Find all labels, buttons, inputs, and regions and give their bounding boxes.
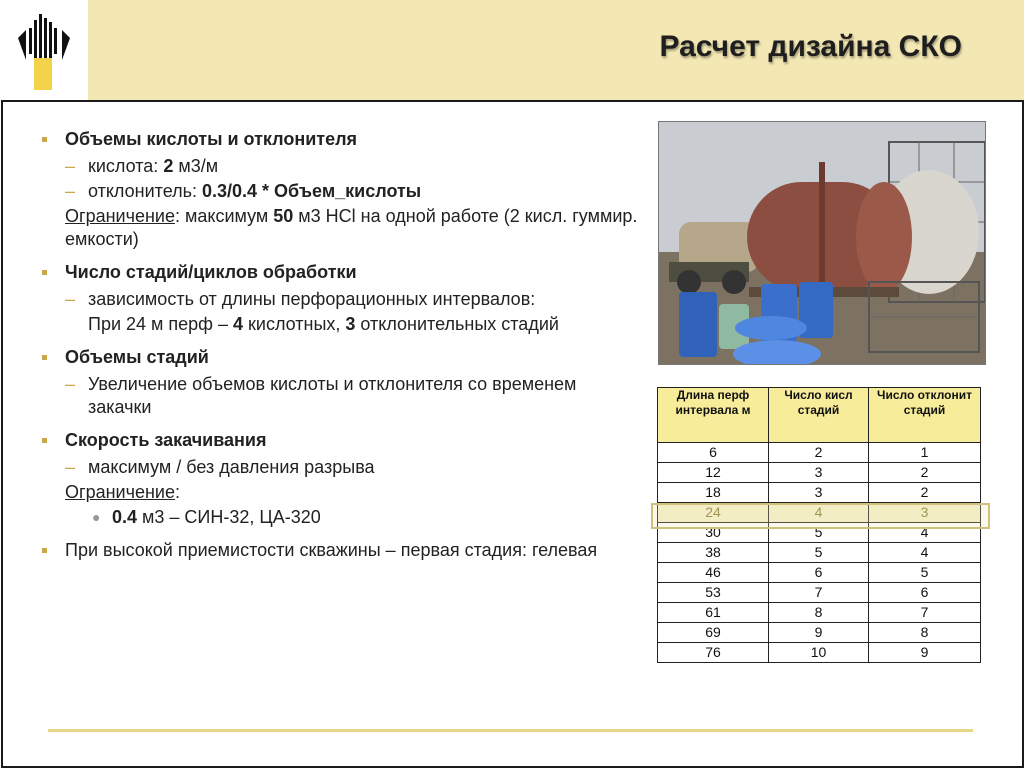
table-row <box>658 583 981 603</box>
table-cell: 2 <box>769 443 869 463</box>
table-cell: 24 <box>658 503 769 523</box>
table-cell: 18 <box>658 483 769 503</box>
bullet-square-icon <box>42 355 47 360</box>
section-acid-volumes <box>40 128 640 251</box>
dash-icon: – <box>65 457 76 477</box>
table-row <box>658 623 981 643</box>
column-header-acid-stages: Число кисл стадий <box>769 388 869 443</box>
dash-icon: – <box>65 374 76 394</box>
bullet-heading: Объемы стадий <box>40 346 640 369</box>
dot-icon: ● <box>92 509 101 525</box>
table-row <box>658 563 981 583</box>
table-cell: 8 <box>869 623 981 643</box>
table-row <box>658 523 981 543</box>
table-cell: 4 <box>769 503 869 523</box>
section-pump-rate <box>40 429 640 529</box>
bullet-heading: Скорость закачивания <box>40 429 640 452</box>
table-cell: 1 <box>869 443 981 463</box>
table-cell: 76 <box>658 643 769 663</box>
table-cell: 30 <box>658 523 769 543</box>
table-cell: 6 <box>869 583 981 603</box>
rosneft-logo-icon <box>0 0 88 100</box>
table-body <box>658 443 981 663</box>
table-cell: 5 <box>869 563 981 583</box>
table-cell: 61 <box>658 603 769 623</box>
table-cell: 46 <box>658 563 769 583</box>
table-cell: 3 <box>769 463 869 483</box>
section-stage-volumes <box>40 346 640 419</box>
column-header-interval: Длина перф интервала м <box>658 388 769 443</box>
table-row <box>658 503 981 523</box>
bullet-square-icon <box>42 137 47 142</box>
table-cell: 9 <box>769 623 869 643</box>
section-stage-count <box>40 261 640 336</box>
table-cell: 4 <box>869 523 981 543</box>
bullet-heading: Число стадий/циклов обработки <box>40 261 640 284</box>
sub-sub-bullet-equipment: ● 0.4 м3 – СИН-32, ЦА-320 <box>92 507 321 527</box>
sub-bullet-max: – максимум / без давления разрыва <box>65 457 375 477</box>
table-cell: 10 <box>769 643 869 663</box>
table-row <box>658 483 981 503</box>
table-cell: 5 <box>769 523 869 543</box>
dash-icon: – <box>65 156 76 176</box>
dash-icon: – <box>65 289 76 309</box>
column-header-diverter-stages: Число отклонит стадий <box>869 388 981 443</box>
footer-divider <box>48 729 973 732</box>
table-cell: 53 <box>658 583 769 603</box>
table-cell: 2 <box>869 463 981 483</box>
title-band <box>88 0 1024 100</box>
sub-bullet-diverter: – отклонитель: 0.3/0.4 * Объем_кислоты <box>65 181 422 201</box>
bullet-square-icon <box>42 270 47 275</box>
table-row <box>658 543 981 563</box>
limit-note: Ограничение: <box>65 482 180 502</box>
table-cell: 7 <box>869 603 981 623</box>
table-row <box>658 603 981 623</box>
table-cell: 5 <box>769 543 869 563</box>
dash-icon: – <box>65 181 76 201</box>
example-note: При 24 м перф – 4 кислотных, 3 отклонительных стадий <box>88 314 559 334</box>
bullet-square-icon <box>42 548 47 553</box>
table-header-row <box>658 388 981 443</box>
bullet-heading: Объемы кислоты и отклонителя <box>40 128 640 151</box>
acid-tank-site-photo <box>658 121 986 365</box>
slide-title: Расчет дизайна СКО <box>659 30 962 63</box>
logo <box>0 0 88 100</box>
bullet-square-icon <box>42 438 47 443</box>
table-cell: 3 <box>869 503 981 523</box>
stages-table <box>657 387 981 663</box>
table-cell: 2 <box>869 483 981 503</box>
sub-bullet-dependency: – зависимость от длины перфорационных интервалов: <box>65 289 536 309</box>
table-row <box>658 463 981 483</box>
table-cell: 69 <box>658 623 769 643</box>
section-injectivity <box>40 539 640 562</box>
bullet-text: При высокой приемистости скважины – первая стадия: гелевая <box>40 539 640 562</box>
sub-bullet-increase: – Увеличение объемов кислоты и отклонителя со временем закачки <box>65 374 577 417</box>
bullet-list <box>40 128 640 572</box>
table-cell: 4 <box>869 543 981 563</box>
table-cell: 38 <box>658 543 769 563</box>
table-row <box>658 643 981 663</box>
table-cell: 12 <box>658 463 769 483</box>
table-cell: 7 <box>769 583 869 603</box>
limit-note: Ограничение: максимум 50 м3 HCl на одной работе (2 кисл. гуммир. емкости) <box>65 206 638 249</box>
table-row <box>658 443 981 463</box>
table-cell: 8 <box>769 603 869 623</box>
table-cell: 9 <box>869 643 981 663</box>
table-cell: 6 <box>769 563 869 583</box>
table-cell: 3 <box>769 483 869 503</box>
sub-bullet-acid: – кислота: 2 м3/м <box>65 156 219 176</box>
table-cell: 6 <box>658 443 769 463</box>
